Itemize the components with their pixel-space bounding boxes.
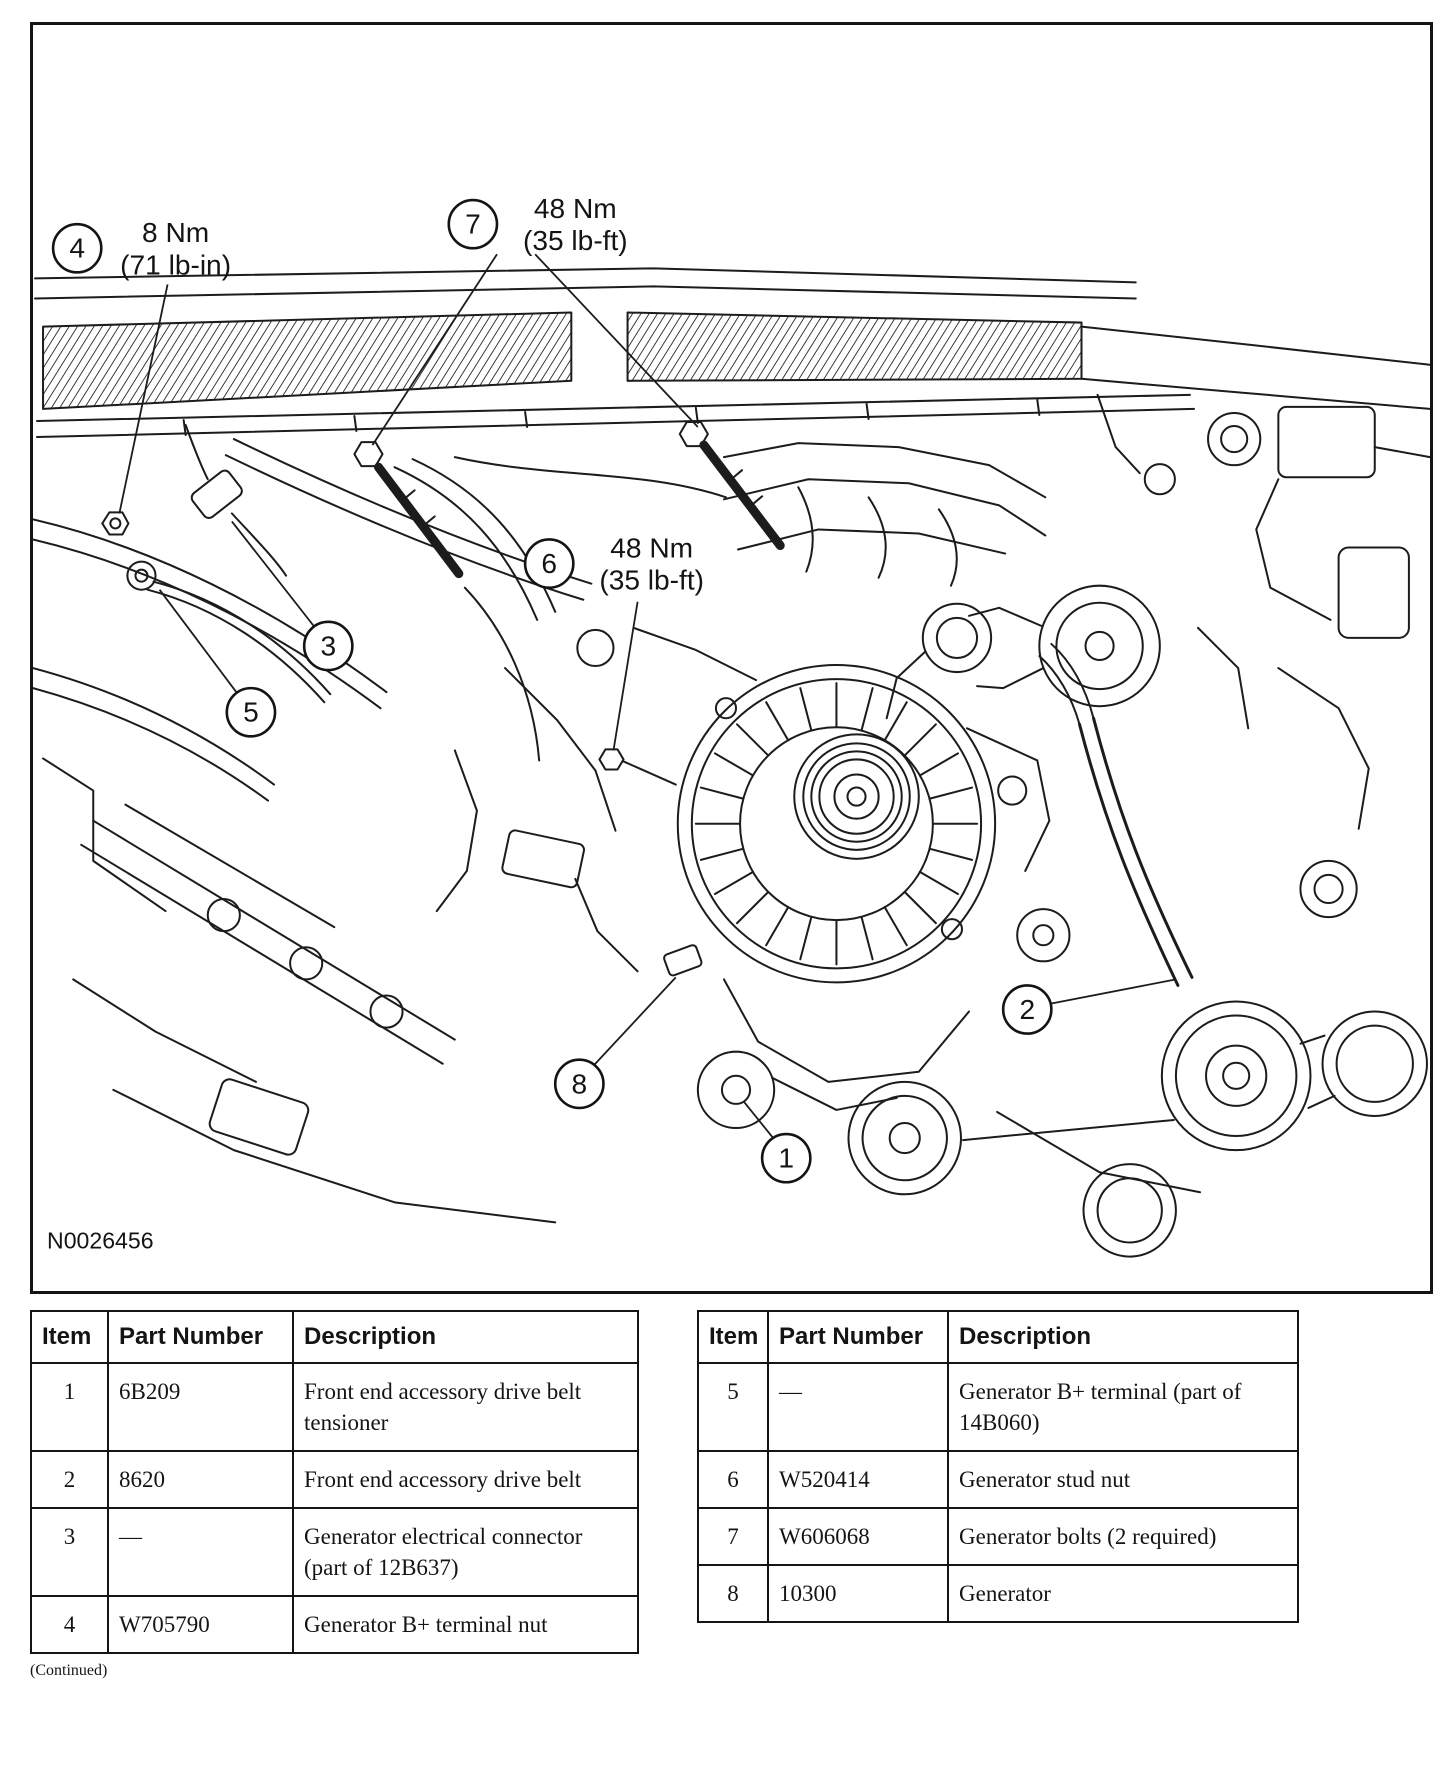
- part-number-cell: 10300: [768, 1565, 948, 1622]
- torque-label-48nm-b-line2: (35 lb-ft): [599, 564, 704, 596]
- callout-4: [53, 224, 101, 272]
- table-row: [698, 1363, 1298, 1451]
- drive-belt-art: [849, 644, 1427, 1257]
- generator-art: [599, 665, 995, 1128]
- part-number-cell: W606068: [768, 1508, 948, 1565]
- description-cell: Front end accessory drive belt tensioner: [293, 1363, 638, 1451]
- cowl-grille-art: [35, 268, 1430, 437]
- intake-manifold-art: [724, 443, 1045, 586]
- header-part-number: Part Number: [768, 1311, 948, 1363]
- torque-label-8nm-line2: (71 lb-in): [120, 249, 232, 281]
- part-number-cell: W705790: [108, 1596, 293, 1653]
- callout-7: [449, 200, 497, 248]
- description-cell: Generator B+ terminal (part of 14B060): [948, 1363, 1298, 1451]
- table-header-row: [698, 1311, 1298, 1363]
- electrical-art: [102, 425, 330, 702]
- item-cell: 1: [31, 1363, 108, 1451]
- tables-row: [30, 1310, 1430, 1654]
- part-number-cell: 6B209: [108, 1363, 293, 1451]
- engine-block-art: [43, 628, 756, 1223]
- upper-right-art: [1098, 395, 1430, 728]
- throttle-body-art: [887, 586, 1160, 719]
- parts-table-left: [30, 1310, 639, 1654]
- description-cell: Generator stud nut: [948, 1451, 1298, 1508]
- item-cell: 2: [31, 1451, 108, 1508]
- part-number-cell: W520414: [768, 1451, 948, 1508]
- table-row: [31, 1363, 638, 1451]
- header-part-number: Part Number: [108, 1311, 293, 1363]
- header-description: Description: [293, 1311, 638, 1363]
- table-header-row: [31, 1311, 638, 1363]
- description-cell: Front end accessory drive belt: [293, 1451, 638, 1508]
- item-cell: 5: [698, 1363, 768, 1451]
- item-cell: 3: [31, 1508, 108, 1596]
- table-row: [31, 1596, 638, 1653]
- description-cell: Generator: [948, 1565, 1298, 1622]
- header-item: Item: [31, 1311, 108, 1363]
- table-row: [698, 1451, 1298, 1508]
- callout-6: [525, 539, 573, 587]
- item-cell: 8: [698, 1565, 768, 1622]
- callout-2: [1003, 985, 1051, 1033]
- description-cell: Generator B+ terminal nut: [293, 1596, 638, 1653]
- torque-label-48nm-b-line1: 48 Nm: [610, 532, 694, 564]
- table-row: [31, 1451, 638, 1508]
- part-number-cell: —: [108, 1508, 293, 1596]
- callout-number: 8: [571, 1068, 588, 1100]
- callout-number: 2: [1019, 994, 1036, 1026]
- header-description: Description: [948, 1311, 1298, 1363]
- callout-number: 4: [69, 232, 86, 264]
- header-item: Item: [698, 1311, 768, 1363]
- figure-id: N0026456: [47, 1227, 154, 1254]
- hoses-art: [33, 439, 726, 831]
- callout-5: [227, 688, 275, 736]
- callout-number: 5: [243, 696, 259, 728]
- callout-8: [555, 1060, 603, 1108]
- callout-3: [304, 622, 352, 670]
- table-row: [31, 1508, 638, 1596]
- parts-tables-section: [30, 1310, 1430, 1680]
- part-number-cell: —: [768, 1363, 948, 1451]
- part-number-cell: 8620: [108, 1451, 293, 1508]
- callout-number: 6: [541, 548, 558, 580]
- figure-frame: [30, 22, 1433, 1294]
- table-row: [698, 1565, 1298, 1622]
- torque-label-48nm-a-line1: 48 Nm: [533, 193, 617, 225]
- parts-table-right: [697, 1310, 1299, 1623]
- callout-1: [762, 1134, 810, 1182]
- engine-diagram: [33, 25, 1430, 1291]
- item-cell: 6: [698, 1451, 768, 1508]
- torque-label-48nm-a-line2: (35 lb-ft): [523, 225, 628, 257]
- continued-note: (Continued): [30, 1662, 108, 1680]
- table-row: [698, 1508, 1298, 1565]
- item-cell: 7: [698, 1508, 768, 1565]
- callout-number: 1: [778, 1142, 795, 1174]
- description-cell: Generator electrical connector (part of 12B637): [293, 1508, 638, 1596]
- callout-number: 3: [320, 630, 337, 662]
- description-cell: Generator bolts (2 required): [948, 1508, 1298, 1565]
- item-cell: 4: [31, 1596, 108, 1653]
- torque-label-8nm-line1: 8 Nm: [142, 217, 210, 249]
- callout-number: 7: [465, 208, 481, 240]
